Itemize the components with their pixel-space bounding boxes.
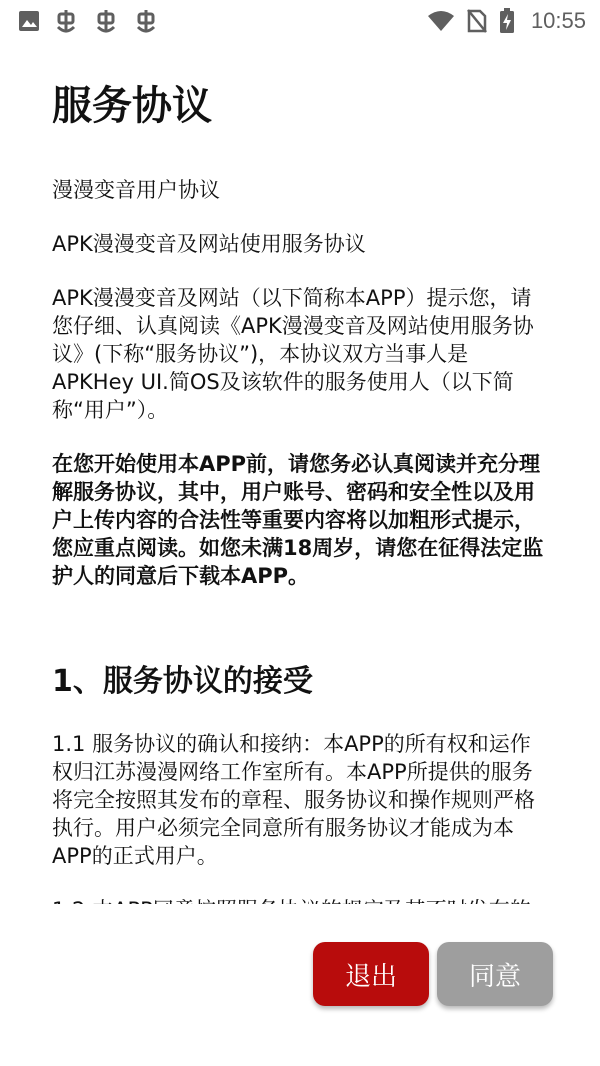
agreement-paragraph: APK漫漫变音及网站（以下简称本APP）提示您，请您仔细、认真阅读《APK漫漫变音及网站使用服务协议》(下称“服务协议”)，本协议双方当事人是APKHey UI.简OS及该软件的服务使用人（以下简称“用户”）。 — [52, 286, 534, 422]
agree-button[interactable]: 同意 — [437, 942, 553, 1006]
battery-charging-icon — [499, 8, 515, 34]
agreement-paragraph: 漫漫变音用户协议 — [52, 178, 220, 202]
agreement-scroll-area[interactable] — [0, 42, 600, 904]
status-bar — [0, 0, 600, 42]
bug-icon — [132, 7, 160, 35]
status-bar-right — [427, 8, 586, 34]
page-title: 服务协议 — [52, 83, 212, 129]
wifi-icon — [427, 10, 455, 32]
action-bar — [0, 904, 600, 1066]
agreement-paragraph-bold: 在您开始使用本APP前，请您务必认真阅读并充分理解服务协议，其中，用户账号、密码和安全性以及用户上传内容的合法性等重要内容将以加粗形式提示，您应重点阅读。如您未满18周岁，请您在征得法定监护人的同意后下载本APP。 — [52, 452, 544, 588]
section-title: 1、服务协议的接受 — [52, 664, 313, 699]
exit-button[interactable]: 退出 — [313, 942, 429, 1006]
clock: 10:55 — [530, 8, 586, 33]
status-bar-left — [18, 7, 160, 35]
bug-icon — [52, 7, 80, 35]
no-sim-icon — [467, 9, 487, 33]
section-paragraph: 1.1 服务协议的确认和接纳：本APP的所有权和运作权归江苏漫漫网络工作室所有。本APP所提供的服务将完全按照其发布的章程、服务协议和操作规则严格执行。用户必须完全同意所有服务协议才能成为本APP的正式用户。 — [52, 732, 535, 868]
agreement-paragraph: APK漫漫变音及网站使用服务协议 — [52, 232, 366, 256]
image-icon — [18, 10, 40, 32]
bug-icon — [92, 7, 120, 35]
